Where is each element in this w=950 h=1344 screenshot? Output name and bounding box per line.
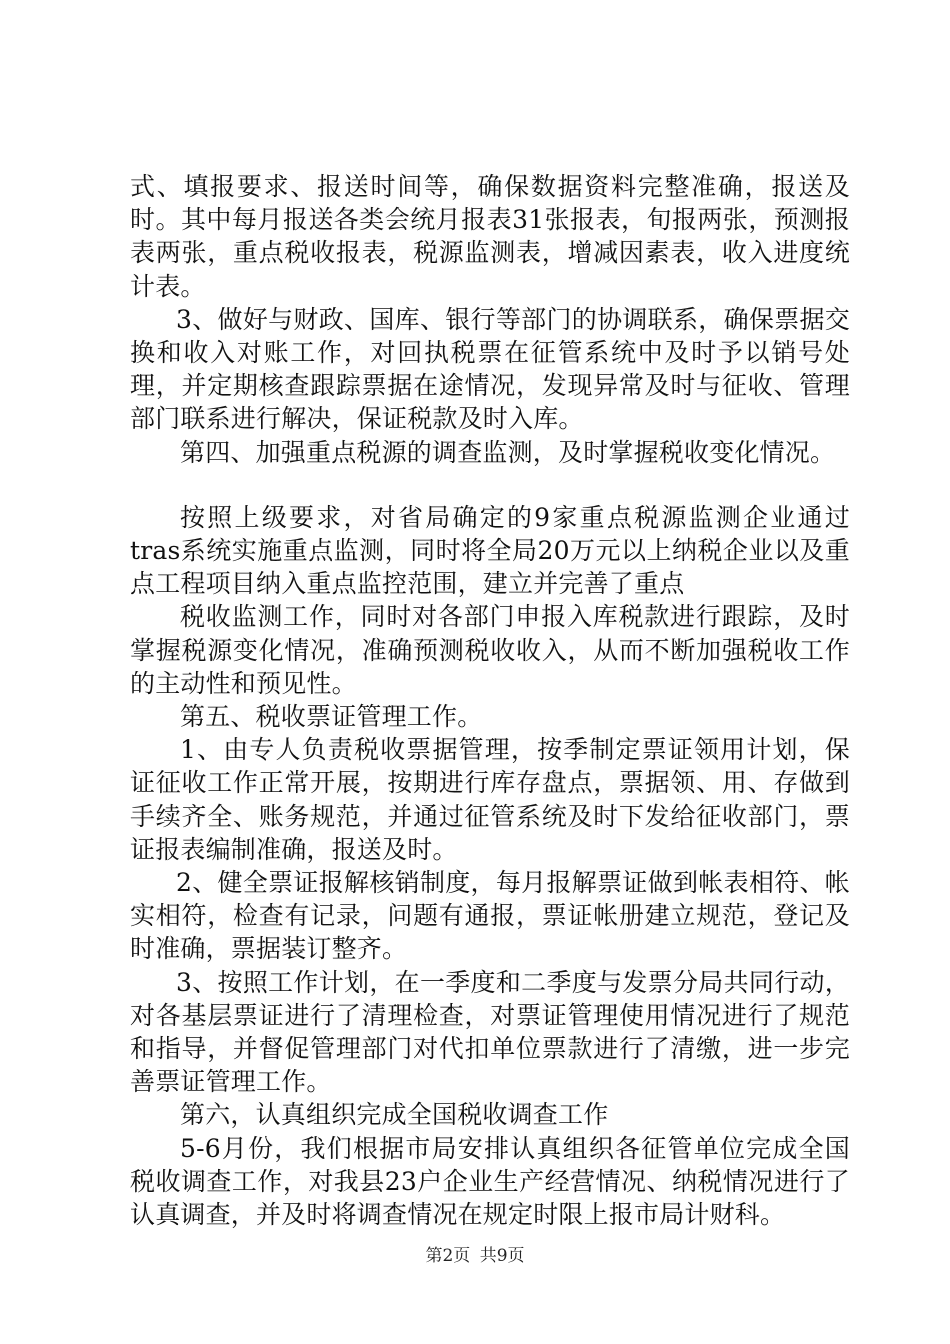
paragraph-tax-monitoring-work: 税收监测工作，同时对各部门申报入库税款进行跟踪，及时掌握税源变化情况，准确预测税收收入，从而不断加强税收工作的主动性和预见性。 bbox=[130, 602, 850, 698]
section-heading-5: 第五、税收票证管理工作。 bbox=[180, 702, 483, 732]
paragraph-item-1-receipts: 1、由专人负责税收票据管理，按季制定票证领用计划，保证征收工作正常开展，按期进行库存盘点，票据领、用、存做到手续齐全、账务规范，并通过征管系统及时下发给征收部门，票证报表编制准确，报送及时。 bbox=[130, 735, 850, 864]
document-body bbox=[130, 170, 850, 1231]
paragraph-item-3-inspection: 3、按照工作计划，在一季度和二季度与发票分局共同行动，对各基层票证进行了清理检查，对票证管理使用情况进行了规范和指导，并督促管理部门对代扣单位票款进行了清缴，进一步完善票证管理工作。 bbox=[130, 967, 850, 1097]
paragraph-item-3-coordination: 3、做好与财政、国库、银行等部门的协调联系，确保票据交换和收入对账工作，对回执税票在征管系统中及时予以销号处理，并定期核查跟踪票据在途情况，发现异常及时与征收、管理部门联系进行解决，保证税款及时入库。 bbox=[130, 304, 850, 434]
paragraph-national-survey: 5-6月份，我们根据市局安排认真组织各征管单位完成全国税收调查工作，对我县23户企业生产经营情况、纳税情况进行了认真调查，并及时将调查情况在规定时限上报市局计财科。 bbox=[130, 1133, 850, 1230]
paragraph-continuation: 式、填报要求、报送时间等，确保数据资料完整准确，报送及时。其中每月报送各类会统月报表31张报表，旬报两张，预测报表两张，重点税收报表，税源监测表，增减因素表，收入进度统计表。 bbox=[130, 172, 850, 301]
section-heading-4: 第四、加强重点税源的调查监测，及时掌握税收变化情况。 bbox=[180, 437, 836, 467]
page-number: 第2页 bbox=[425, 1246, 471, 1266]
paragraph-item-2-verification: 2、健全票证报解核销制度，每月报解票证做到帐表相符、帐实相符，检查有记录，问题有通报，票证帐册建立规范，登记及时准确，票据装订整齐。 bbox=[130, 868, 850, 964]
page-total: 共9页 bbox=[479, 1246, 525, 1266]
page-footer bbox=[0, 1246, 950, 1266]
section-heading-6: 第六，认真组织完成全国税收调查工作 bbox=[180, 1100, 609, 1130]
paragraph-key-tax-monitoring: 按照上级要求，对省局确定的9家重点税源监测企业通过tras系统实施重点监测，同时将全局20万元以上纳税企业以及重点工程项目纳入重点监控范围，建立并完善了重点 bbox=[130, 502, 850, 599]
